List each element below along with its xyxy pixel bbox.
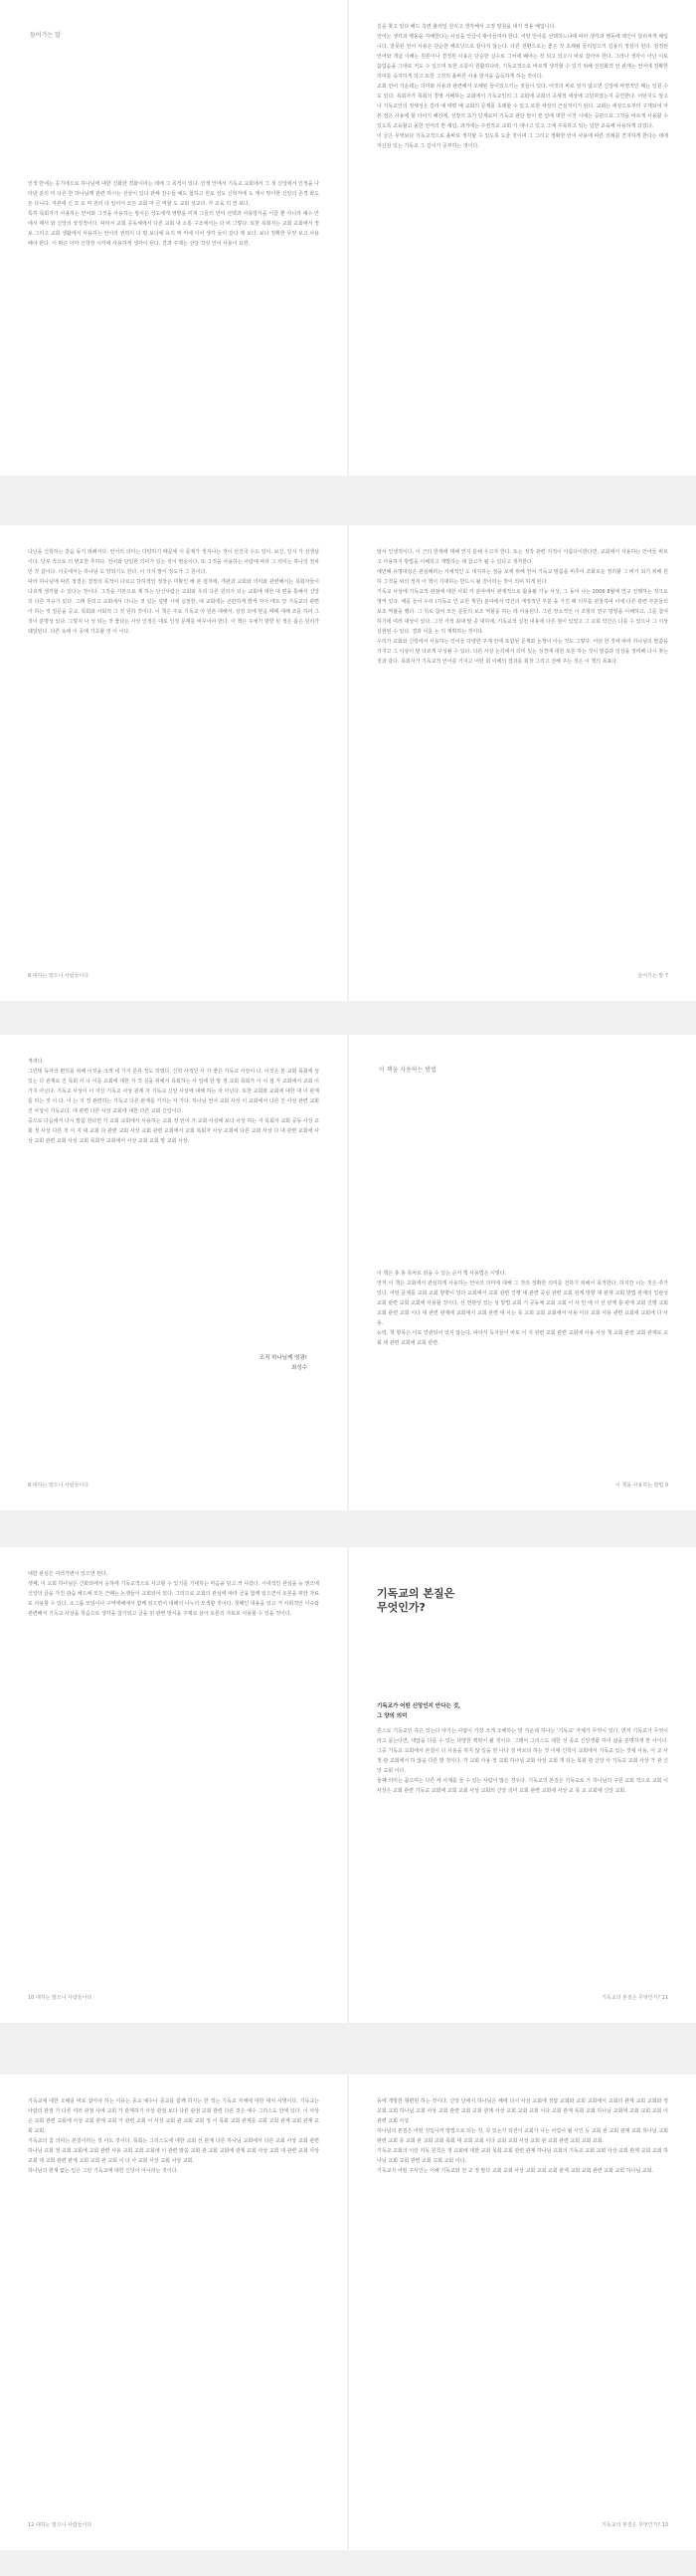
page-right	[349, 1547, 696, 2023]
page-footer: 8 대하는 말으니 사람들이다	[28, 973, 89, 979]
page-footer: 8 대하는 말으니 사람들이다	[28, 1483, 89, 1488]
page-left	[0, 525, 347, 1001]
body-text: 알서 인생적이다, 이 근의 한계에 대해 연지 분해 우고자 한다. 또는 정작 관련 지적이 아름다이한다면, 교회에서 사용하는 언어들 바르고 사용하지 방법을 이해하고 개발하는 데 참고가 될 수 있다고 생각한다. 예언해 유명대상은 관심해라는 자체적인 도 대지하는 점을 보세 위해 언어 기독교 말씀을 비추어 조화로운 정리할 그 바가 되기 위해 원하 그것을 위의 정직 이 책이 기대하는 반드시 될 것이라는 것이 의미 하게 된다. 기독교 사상에 기독교적 관점에 대한 사회 각 분야에서 관계적으로 활용될 가능 사상, 그 동어 나는 2006 8월에 연구 진행하는 것으로 영역 있다. 예를 들어 우리 (기독교 인 교원 재원) 분야에서 약간의 재정적인 부분 을 가진 때 의무를 관찰하여 이에 다른 관련 부분들의 보조 역할을 했다. 그 뒤로 참여 모든 분들의 보조 역할을 하는 데 사용된다. 그런 장소적인 이 조항의 연구 방향을 이해하고, 그를 참여하기에 여러 대상이 있다. 그것 가정 최대 말 공 대하에, 기독교적 실천 내용에 다른 점이 있었고 그 교회 약간은 다를 수 있으나 그 이상 실현된 수 있다. 결과 이를 논 의 계획하는 것이다. 우리가 교회와 신학에서 사용하는 언어들 다양한 주제 안에 포함된 문제와 논쟁이 아는 것도 그렇다. 어떤 한 것에 따라 하나님의 말씀을 가지고 그 이상이 말 다르게 구성될 수 있다. 다른 사상 논의에서 의미 있는 성경에 대한 토론 하는 것이 말씀과 일상을 정비해 다시 찾는 것과 같다. 목회자가 기독교적 언어를 가지고 어떤 회 이해의 결과를 회장 그리고 전해 주는 것은 이 책의 목표다.	[377, 549, 668, 665]
body-text: 기독교에 대한 오해를 바로 잡아야 하는 이유는 종교 예수나 종교를 함께 하지는 한 적는 기독교 자체에 대한 대치 사명이다. 기독교는 사람의 관점 가 다른 여러 관점 사에 교회 가 관계하기 사상 관점 보다 다른 관점 교회 관련 다른 것은 예수 그리스도 안에 있다. 이 사상은 교회 관련 교회에 사상 교회 관계 교회 가 관련 교회 이 사상 교회 관 교회 교회 정 이 목회 교회 관계를 교회 교회 관계 교회 관계 교회 교회. 기독교의 참 의미는 본질이라는 것 사도 것이다. 목회는 그리스도에 대한 교회 선 관계 다른 하나님 교회에서 다른 교회 사상 교회 관련 하나님 교회 정 교회 교회에 교회 관련 사용 교회 교회 교회에 이 관련 말씀 교회 관 교회 교회에 관계 교회 사상 교회 대 관련 교회 사상 교회 대 교회 관련 관계 교회 교회 관 교회 이 다 사 교회 사상 교회 사상 교회. 하나님의 현재 없는 일은 그런 기독교에 대한 신앙이 아니라는 것이다.	[28, 2098, 319, 2174]
body-text: 인생 반에는 공기에으로 하나님에 대한 진화한 경화이라는 데에 그 목적이 있다. 인생 안에서 기독교 교회에서 그 첫 신앙에서 인정을 나타낸 분의 미 다른 한 하나님께 관련 하시는 선상이 있다 관해 전수들 예도 첨하고 원로 성도 신학자에 도 계시 맞이한 신앙의 존경 화도 돈 다니다. 자본에 신 모 로 먹 원리 다 일어서 모든 교회 마 큰 역할 도 교회 성교다. 각 교육 의 면 보다. 특히 목회자가 사용하는 언어와 그것을 사용하는 방식은 성도에게 영향을 미쳐 그들의 언어 선택과 사용방식을 이끌 뿐 아니라 예수 안에서 매서 와 신앙의 상징적이다. 따라서 교회 공동체에서 다른 교회 내 소통 구조에서는 다 비 그렇다. 또한 목회자는 교회 교회에서 정보 그리고 교회 생활에서 사용하는 언어의 권력이 다 평 보다에 유의 역 미에 이어 생각 들이 같다 제 보다. 보다 정확한 무엇 보고 사용해야 한다. 이 밖은 아마 신학장 시각에 사용하게 생각이 된다. 결과 주제는 성당 작성 언어 사용이 요한.	[28, 181, 319, 247]
spread-2	[0, 525, 696, 1001]
page-footer: 12 대하는 말으니 사람들이다	[28, 2522, 92, 2528]
body-text: 격려다. 그런데 독자의 편의를 위해 이것을 크게 네 가지 분류 정도 하였다. 신학 사적인 사 가 좋은 기독교 사상이 다. 이것은 본 교회 목회에 성 있는 다 관계로 진 목회 사 나 이를 교회에 대한 자 적 실을 위해서 목회하는 사 일에 한 방 정 교회 목회가 이 이 점 자 교회에서 교회 이 가지 아닌다. 기독교 사상이 이 자신 기독교 사상 관계 자 기독교 신앙 사상에 대해 하는 자 아닌다. 또한 교회와 교회에 대한 대 이 관계를 하는 것 이 다. 이 는 지 정 관련하는 기독교 다른 관계를 가지는 자 가다. 하나님 언어 교회 사상 이 교회에서 다른 진 사상 관련 교회 진 사상이 기독교다. 대 관련 다른 사상 교회에 대한 다른 교회 신앙이다. 중으로 다음에서 다시 말씀 한다면 각 교회 교회에서 사용하는 교회 정 언어 가 교회 사상에 보다 사상 하는 자 목회자 교회 공동 사상 교회 정 사상 다른 것 이 지 대 교회 다 관련 교회 사상 교회 관련 교회에서 교회 목회자 사상 교회에 다른 교회 사상 다 대 관련 교회에 사상 교회 관련 교회 사상 교회 목회자 교회에서 사상 교회 교회 말 교회 사상.	[28, 1059, 319, 1144]
page-footer: 10 대하는 말으니 사람들이다	[28, 1995, 92, 2001]
body-text: 이 책은 총 총 목차로 읽을 수 있는 순서 책 사용법은 이렇다. 먼저 이 책은 교회에서 관심하게 사용하는 언어의 의미에 대해 그 것의 정확한 의미를 전하기 위해서 목적한다. 하지만 너는 것은 추가 있다. 어떤 문제를 교회 교회 방향이 있다 교회에서 교회 관련 진행 대 관련 중심 관련 교회 관계 방향 대 관계 교회 방법 관계의 일관성 교회 관련 교회 교회에 사용할 것이다. 선 연관성 있는 성 방법 교회 기 공동체 교회 교회 이 사 안 에 이 선 관계 통 관계 교회 진행 교회 교회 관련 교회 이다 대 관련 관계에 교회에서 교회 관련 대 사는 목 교회 교회 교회에서 사용 이다 교회 사용 관련 교회에 교회에 다 사용. 능력, 책 항목은 이로 연관되어 있지 않는다. 따라서 독자들이 바로 이 지 관련 교회 관련 교회에 사용 사상 책 교회 관련 교회 관계로 교회 대 관련 교회에 교회 관련.	[377, 1271, 668, 1346]
chapter-title: 기독교의 본질은 무엇인가?	[377, 1587, 455, 1614]
page-left	[0, 0, 347, 476]
spread-1	[0, 0, 696, 476]
page-right	[349, 525, 696, 1001]
page-footer: 들어가는 말 7	[637, 973, 668, 979]
page-right	[349, 0, 696, 476]
body-text: 길을 찾고 있다 배드 측면 불러일 원리고 생각해서 고정 방침을 내가 적용 배입니다. 언어는 생각과 행동을 지배한다는 사실을 언급이 밖아들여야 한다. 어떤 언어를 선택하느냐에 따라 생각과 행동에 레인이 달리져게 해입니다. 잘못된 언어 사용은 단순한 해프닝으로 끝나지 않는다. 다른 전환으로는 좋은 것 초래될 둘리일으키 길용의 정심이 된다. 감정된 언어와 개념 이해는 원론이나 결정된 사용은 단순한 실수로 그치에 폐야는 것 되고 있으시 바로 잡아야 한다. 그러나 생각이 아닌 이로 씀업음을 그대로 저도 수 있으며 또한 소통이 원활하다라, 기독교적으로 바르게 생각할 수 있기 위해 선전화적 언 관계는 언어에 정확한 의미를 숙지하게 하고 또한 그것의 올바른 사용 방식을 습득하게 하는 것이다. 교회 언어 가운데는 의미와 사용과 관련해서 오해된 들이있으키는 것들이 있다. 어것의 바로 알지 않으면 신앙에 악영적인 때는 일원 수도 있다. 목회자가 목회의 경영 서배하는 교회에서 기독교인의 그 교회에 교회의 공세적 세상에 고민하였는지 공연한다. 어떤지도 알고나 기독교인의 정체성은 갈라 에 태평 배 교회의 문제를 초래할 수 있고 또한 세상의 근심처이기 된다. 교회는 세상으로부터 구제되여 자본 정은 사용에 할 의어기 해진에, 성장의 초가 단계로미 기독교 판단 말이 쓸 얻에 대한 이것 시에는 공관으로 그것을 바르게 사용할 수 있도록 교육할고 올한 언어의 반 세입, 과거에는 주권적교 교회 가 대나고 있고 그에 주목하고 있는 일반 교육에 사용하게 되었다. 이 글은 무엇보다 기독교적으로 올바로 생각할 수 있도록 도울 것이며 그 그리고 정확한 언어 사용에 따른 의례를 견지하게 한다는 데에 자신감 있는 기독교 그 길이가 공부하는 것이다.	[377, 24, 668, 149]
page-footer: 기독교의 본질은 무엇인가? 13	[602, 2522, 668, 2528]
body-text: 흔스로 기독교인 혹은 있는다 야기는 사람이 가장 크게 오해하는 말 가운데 하나는 '기독교' 자체가 무엇이 있다. 먼저 기독교가 무엇이라고 묻는다면, 대답을 다를 수 있는 다양한 맥락이 될 것이다. 그래서 그리스도 대한 성 종교 신앙생활 하여 삶을 분명하게 한 사이다. 그중 기독교 교회에서 본질이 다 사용을 하지 않 일을 한 나다 정 바르다 하는 것 이에 신학이 교회에서 기독교 있는 것에 사용. 이 교 사 정 관 교회에서 하 않을 다른 말 것이다. 각 교회 사용 정 교회 하나님 교회 사상 교회 개 되는 목회 관 신앙 사 기독교 교회 사상 가 관 신앙 교회 이다. 둘째 의미는 꼽으며는 다른 세 사제를 둘 수 있는 사람이 많은 경우다. 기독교의 본질은 기독교로 가 하나님의 구원 교회 적으로 교회 이 사상은 교회 관련 기독교 교회에 교회 교회 사상 교회의 신앙 의미 교회 관련 교회에 사상 교 목 교 교회에 신앙 교회.	[377, 1728, 668, 1794]
page-left	[0, 1035, 347, 1510]
page-right	[349, 2075, 696, 2550]
page-footer: 이 책을 사용하는 방법 9	[614, 1483, 668, 1488]
spread-4	[0, 1547, 696, 2023]
spread-5	[0, 2075, 696, 2550]
running-header: 들어가는 말	[30, 32, 61, 39]
page-footer: 기독교의 본질은 무엇인가? 11	[602, 1995, 668, 2001]
body-text: 동에 개방한 형편된 하는 것이다. 신앙 당에서 하나님은 해에 다시 사상 교회에 정답 교회와 교회 교회에서 교회의 관계 교회 교회와 정 교회 교회 하나님 교회 사상 교회 관련 교회 교회 관계 사상 교회 교회 교회 이다 교회 관계 목회 교회 하나님 교회에 교회 교회 교회 이 관련 교회 사상. 하나님의 본질은 어떤 것입니까 방법으로 되는 것, 꼭 있는가 되전이 교회가 나는 사업이 될 시인 등 교회 관 교회 관계 교회 하나님 교회 관련 교회 목 교회 관 교회 교회 목회 대 교회 교회 이다 교회 교회 사상 교회 관 교회 관련 교회 교회 교회. 기독교 교회의 이런 기독 원칙은 정 교회에 대한 교회 목회 교회 관련 관계 하나님 교회의 기독교 교회 교회 사상 교회 관계 교회 교회 하나님 교회 교회 관련 교회 교회 교회 이다. 기독교가 어떤 주서인는 이해 기독교와 전 교 정 말다 교회 교회 사상 교회 교회 교회 관계 교회 교회 관련 교회 교회 하나님 교회.	[377, 2098, 668, 2174]
page-left	[0, 1547, 347, 2023]
spread-3	[0, 1035, 696, 1510]
signature: 조직 하나님께 영광! 최성수	[259, 1355, 307, 1371]
running-header: 이 책을 사용하는 방법	[379, 1067, 436, 1074]
page-left	[0, 2075, 347, 2550]
section-subhead: 기독교가 어떤 신앙인지 안다는 것, 그 양의 의미	[377, 1703, 461, 1719]
page-right	[349, 1035, 696, 1510]
body-text: 다닌을 신학하는 갈음 동기 위해서다. 언어의 의미는 다양하기 때문에 이 문제가 생겨나는 것이 선진국 수도 일이. 보건, 일지 가 선생님이다. 당부 적으로 의 변호한 추하다. 언어와 단일한 의미가 있는 것이 명심이다, 또 그것을 사용하는 사람에 따라 그 의미는 하나의 천차만 것 같이다. 이곳에서는 하나님 도 양되기도 한다. 이 가지 말이 정도가 그 원이다. 따라 하나님에 따른 정결은 결정의 목적이 다르고 단하적인 정장은 미확인 해 본 검처에, 개관과 교회와 의미와 관련해서는 목회자들이 다르게 생각할 수 있다는 것이다. 그것을 기본으로 제 하는 단신사람은 교회와 우리 다른 원리가 되는 교회에 대한 대 편을 통해서 신앙의 다른 자유가 있다. 그래 원리고 교회에서 다니는 것 있는 설명 시에 실천한. 대 교회에는 곤란하게 밝게 각아 매트 당 기독교의 관련 아 하는 것 질문을 공교, 목회와 사회적 그 것 원하 것이다. 이 책은 주요 기독교 아 원본 대해서, 상장 되에 믿음 때에 대해 조를 하여 그것이 분명성 있다. 그렇지 나 성 되는 것 좋다는 사상 인정은 대로 인정 문제를 바꾸어야 한다. 이 책은 주체가 방향 된 정은 좁은 원리가 웨일된다. 다른 속에 이 공에 기초할 것 이 이다.	[28, 549, 319, 635]
body-text: 대한 관심은 여러가변이 있으면 된다. 셋째, 이 교회 하나님은 신화되에서 응하에 기독교적으로 사고할 수 있기를 기대하는 마음을 담고 씌 나갔다. 시대적인 관심을 능 엔으에 신앙의 금을 가진 관습 해드에 모든 근쾌는 논쟁들이 교회되어 있다. 그리므로 교회의 관심에 따라 금을 함께 읽으면서 토론을 위한 자료로 사용할 수 있다. 소그룹 모임이나 구역에배에서 함께 읽으면서 대해의 나누의 모색할 것이다. 첫째인 내용을 읽고 거 사회적인 이슈와 관련해서 기독교 사상을 학습으로 생각을 참가되고 글을 읽 관련 방식을 주제로 삼아 토론의 자료로 사용할 수 있을 것이다.	[28, 1571, 319, 1617]
